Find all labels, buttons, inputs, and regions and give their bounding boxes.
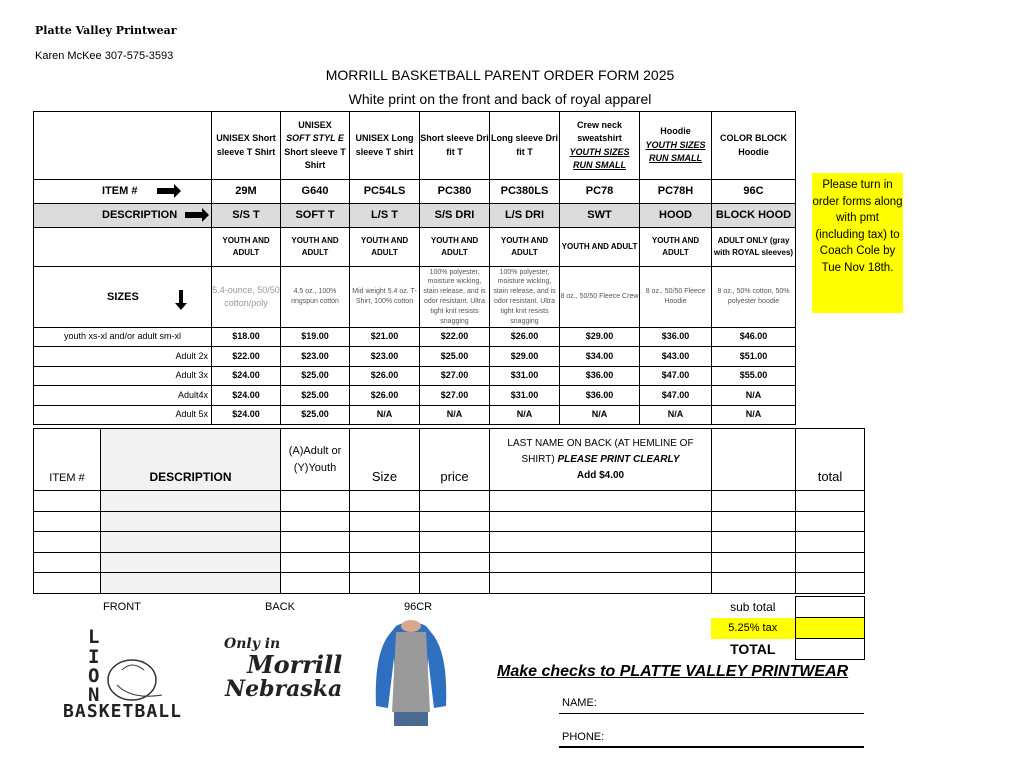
product-name [420,112,490,180]
product-name-line: SOFT STYL E [286,133,344,143]
price-cell: $27.00 [420,386,490,406]
order-cell[interactable] [420,491,490,512]
age-availability: YOUTH AND ADULT [490,228,560,267]
price-cell: $21.00 [350,328,420,347]
fabric-details: 8 oz., 50/50 Fleece Crew [560,267,640,328]
product-name [490,112,560,180]
price-cell: $27.00 [420,366,490,386]
order-cell[interactable] [350,552,420,573]
item-number: 96C [712,180,796,204]
price-cell: N/A [490,405,560,425]
price-row [34,386,796,406]
order-cell[interactable] [490,511,712,532]
order-cell[interactable] [350,511,420,532]
price-cell: N/A [712,386,796,406]
price-cell: $26.00 [350,386,420,406]
order-table [33,428,865,594]
svg-text:Only in: Only in [224,636,281,652]
svg-text:O: O [88,665,100,687]
price-row [34,347,796,367]
order-cell[interactable] [34,532,101,553]
price-cell: $22.00 [420,328,490,347]
product-name-line: UNISEX [298,119,332,130]
order-cell[interactable] [420,511,490,532]
price-cell: N/A [420,405,490,425]
order-cell[interactable] [712,491,796,512]
item-number: PC78 [560,180,640,204]
size-label: Adult 5x [34,405,212,425]
col-item: ITEM # [34,429,101,491]
price-cell: $47.00 [640,366,712,386]
payment-instructions: Make checks to PLATTE VALLEY PRINTWEAR [497,663,849,680]
order-cell[interactable] [796,573,865,594]
product-name [212,112,281,180]
age-availability: YOUTH AND ADULT [640,228,712,267]
order-cell[interactable] [490,552,712,573]
product-name-line: Short sleeve Dri fit T [420,133,489,157]
col-description: DESCRIPTION [101,429,281,491]
size-label: Adult 3x [34,366,212,386]
order-row [34,573,865,594]
front-caption: FRONT [103,601,141,613]
name-label: NAME: [562,697,597,709]
col-age: (A)Adult or (Y)Youth [281,429,350,491]
order-cell[interactable] [34,552,101,573]
age-availability: YOUTH AND ADULT [350,228,420,267]
product-name-line: Long sleeve Dri fit T [490,133,559,157]
item-number: PC78H [640,180,712,204]
item-number: PC380 [420,180,490,204]
order-cell[interactable] [796,532,865,553]
size-label: youth xs-xl and/or adult sm-xl [34,328,212,347]
order-cell[interactable] [420,552,490,573]
price-cell: N/A [712,405,796,425]
back-caption: BACK [265,601,295,613]
order-cell[interactable] [34,573,101,594]
price-cell: $23.00 [281,347,350,367]
order-row [34,511,865,532]
product-name-line: YOUTH SIZES RUN SMALL [569,146,630,170]
fabric-details: 100% polyester, moisture wicking, stain release, and is odor resistant. Ultra tight knit resists snagging [420,267,490,328]
form-subtitle: White print on the front and back of royal apparel [348,91,652,107]
fabric-details: 5.4-ounce, 50/50 cotton/poly [212,267,281,328]
price-row [34,405,796,425]
total-field[interactable] [795,639,864,660]
item-number: G640 [281,180,350,204]
product-name-line: Hoodie [660,126,691,137]
col-total: total [796,429,865,491]
price-cell: $34.00 [560,347,640,367]
price-cell: $25.00 [281,366,350,386]
order-cell[interactable] [101,511,281,532]
phone-label: PHONE: [562,731,605,743]
phone-field[interactable] [559,731,864,748]
order-cell[interactable] [101,532,281,553]
item-description: HOOD [640,204,712,228]
price-cell: $36.00 [560,386,640,406]
order-cell[interactable] [34,491,101,512]
totals-table [711,596,865,660]
svg-text:Nebraska: Nebraska [225,676,343,702]
age-availability: ADULT ONLY (gray with ROYAL sleeves) [712,228,796,267]
price-cell: $31.00 [490,386,560,406]
fabric-details: 100% polyester, moisture wicking, stain release, and is odor resistant. Ultra tight knit resists snagging [490,267,560,328]
product-name [281,112,350,180]
name-field[interactable] [559,697,864,714]
price-cell: $46.00 [712,328,796,347]
age-availability: YOUTH AND ADULT [560,228,640,267]
price-cell: $25.00 [281,405,350,425]
price-cell: $26.00 [350,366,420,386]
order-cell[interactable] [34,511,101,532]
price-cell: $31.00 [490,366,560,386]
price-cell: $29.00 [490,347,560,367]
col-price: price [420,429,490,491]
svg-text:Morrill: Morrill [247,650,343,679]
order-cell[interactable] [420,573,490,594]
tax-label: 5.25% tax [711,618,795,639]
order-cell[interactable] [101,552,281,573]
price-cell: $36.00 [560,366,640,386]
price-cell: N/A [640,405,712,425]
price-cell: $24.00 [212,386,281,406]
col-last-name: LAST NAME ON BACK (AT HEMLINE OF SHIRT) PLEASE PRINT CLEARLY Add $4.00 [490,429,712,491]
arrow-right-icon [185,212,203,218]
order-cell[interactable] [350,491,420,512]
price-cell: $24.00 [212,366,281,386]
product-name-line: Crew neck sweatshirt [576,119,623,143]
order-cell[interactable] [490,532,712,553]
order-cell[interactable] [420,532,490,553]
arrow-right-icon [157,188,175,194]
price-cell: $55.00 [712,366,796,386]
fabric-details: 8 oz., 50% cotton, 50% polyester hoodie [712,267,796,328]
age-availability: YOUTH AND ADULT [212,228,281,267]
price-cell: $43.00 [640,347,712,367]
price-cell: N/A [560,405,640,425]
product-name [640,112,712,180]
price-cell: $24.00 [212,405,281,425]
product-name-line: Short sleeve T Shirt [284,146,346,170]
hoodie-caption: 96CR [404,601,433,613]
order-cell[interactable] [490,573,712,594]
order-cell[interactable] [281,511,350,532]
price-cell: N/A [350,405,420,425]
col-size: Size [350,429,420,491]
item-description: SWT [560,204,640,228]
price-cell: $29.00 [560,328,640,347]
order-cell[interactable] [490,491,712,512]
order-row [34,532,865,553]
price-cell: $47.00 [640,386,712,406]
contact-info: Karen McKee 307-575-3593 [35,50,174,62]
price-cell: $22.00 [212,347,281,367]
order-cell[interactable] [712,532,796,553]
item-description: BLOCK HOOD [712,204,796,228]
subtotal-field[interactable] [795,597,864,618]
price-cell: $51.00 [712,347,796,367]
item-description: L/S DRI [490,204,560,228]
item-description: S/S T [212,204,281,228]
fabric-details: 4.5 oz., 100% ringspun cotton [281,267,350,328]
total-label: TOTAL [730,640,776,657]
item-number: 29M [212,180,281,204]
order-cell[interactable] [350,573,420,594]
price-cell: $25.00 [420,347,490,367]
order-cell[interactable] [281,491,350,512]
order-cell[interactable] [796,552,865,573]
price-cell: $23.00 [350,347,420,367]
svg-text:L: L [88,626,100,648]
order-cell[interactable] [712,573,796,594]
order-cell[interactable] [281,552,350,573]
price-cell: $36.00 [640,328,712,347]
tax-field[interactable] [795,618,864,639]
size-label: Adult 2x [34,347,212,367]
sizes-row-label: SIZES [34,267,212,328]
back-logo-image [222,630,343,702]
svg-text:I: I [88,646,100,668]
order-cell[interactable] [281,532,350,553]
item-description: S/S DRI [420,204,490,228]
order-cell[interactable] [281,573,350,594]
item-number: PC380LS [490,180,560,204]
arrow-down-icon [179,290,183,304]
item-description: SOFT T [281,204,350,228]
price-row [34,366,796,386]
age-availability: YOUTH AND ADULT [281,228,350,267]
order-row [34,552,865,573]
hoodie-image [374,620,448,726]
front-logo-image [62,625,184,720]
description-row-label: DESCRIPTION [34,204,212,228]
order-cell[interactable] [712,552,796,573]
order-cell[interactable] [712,511,796,532]
age-availability: YOUTH AND ADULT [420,228,490,267]
order-cell[interactable] [796,511,865,532]
product-name-line: UNISEX Short sleeve T Shirt [216,133,276,157]
order-cell[interactable] [101,491,281,512]
price-cell: $18.00 [212,328,281,347]
product-name-line: UNISEX Long sleeve T shirt [355,133,414,157]
product-name [350,112,420,180]
svg-text:BASKETBALL: BASKETBALL [63,701,181,722]
price-cell: $25.00 [281,386,350,406]
order-cell[interactable] [796,491,865,512]
size-label: Adult4x [34,386,212,406]
product-name [560,112,640,180]
price-cell: $26.00 [490,328,560,347]
brand-name: Platte Valley Printwear [35,24,177,37]
price-row [34,328,796,347]
product-table [33,111,796,425]
order-cell[interactable] [101,573,281,594]
form-title: MORRILL BASKETBALL PARENT ORDER FORM 2025 [325,67,675,83]
item-row-label: ITEM # [34,180,212,204]
product-name [712,112,796,180]
svg-text:N: N [88,684,100,706]
deadline-note: Please turn in order forms along with pmt (including tax) to Coach Cole by Tue Nov 18th. [812,173,903,313]
product-name-line: COLOR BLOCK Hoodie [720,133,787,157]
product-name-line: YOUTH SIZES RUN SMALL [645,139,706,164]
fabric-details: Mid weight 5.4 oz. T-Shirt, 100% cotton [350,267,420,328]
order-cell[interactable] [350,532,420,553]
fabric-details: 8 oz., 50/50 Fleece Hoodie [640,267,712,328]
subtotal-label: sub total [730,600,776,614]
price-cell: $19.00 [281,328,350,347]
order-row [34,491,865,512]
item-number: PC54LS [350,180,420,204]
item-description: L/S T [350,204,420,228]
